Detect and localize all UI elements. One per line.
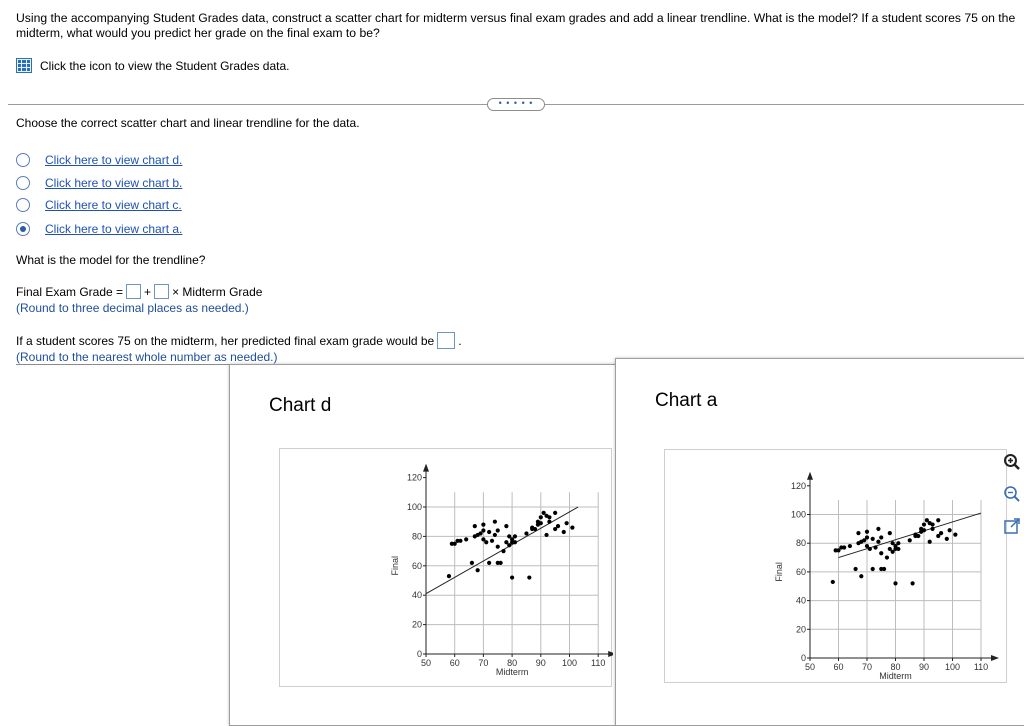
zoom-out-icon[interactable] (1003, 485, 1021, 503)
option-chart-d[interactable] (16, 153, 182, 167)
prediction-question (16, 332, 462, 349)
part2-prompt: What is the model for the trendline? (16, 253, 206, 267)
data-point (496, 545, 500, 549)
data-point (547, 520, 551, 524)
data-point (504, 524, 508, 528)
data-point (533, 527, 537, 531)
data-point (936, 518, 940, 522)
option-chart-a[interactable] (16, 222, 182, 236)
y-tick-label: 0 (800, 653, 806, 663)
prediction-input[interactable] (437, 332, 455, 349)
x-tick-label: 60 (833, 662, 844, 672)
radio-button[interactable] (16, 153, 30, 167)
prediction-period: . (458, 333, 462, 348)
option-link[interactable]: Click here to view chart b. (45, 176, 183, 190)
data-point (876, 540, 880, 544)
chart-d-title: Chart d (269, 395, 332, 416)
data-table-icon[interactable] (16, 58, 32, 73)
data-point (481, 523, 485, 527)
student-grades-data-link[interactable] (16, 58, 289, 73)
y-tick-label: 40 (411, 590, 422, 601)
data-point (487, 530, 491, 534)
slope-input[interactable] (154, 284, 169, 299)
radio-button-selected[interactable] (16, 222, 30, 236)
chart-a-window[interactable] (615, 358, 1024, 726)
data-point (879, 535, 883, 539)
rounding-hint-3dp: (Round to three decimal places as needed.) (16, 301, 249, 315)
pop-out-icon[interactable] (1003, 517, 1021, 535)
data-point (513, 540, 517, 544)
y-tick-label: 20 (795, 624, 806, 635)
x-axis-label: Midterm (879, 671, 912, 681)
data-point (916, 534, 920, 538)
data-point (464, 537, 468, 541)
data-point (501, 549, 505, 553)
data-point (896, 541, 900, 545)
y-tick-label: 60 (411, 560, 422, 571)
x-tick-label: 110 (591, 658, 606, 668)
data-point (496, 528, 500, 532)
data-point (879, 551, 883, 555)
data-point (882, 567, 886, 571)
equation-rhs: × Midterm Grade (172, 284, 263, 299)
y-axis-label: Final (390, 556, 400, 576)
radio-button[interactable] (16, 176, 30, 190)
data-point (908, 538, 912, 542)
data-point (487, 561, 491, 565)
question-text: Using the accompanying Student Grades data, construct a scatter chart for midterm versus final exam grades and add a linear trendline. What is the model? If a student scores 75 on the midterm, what would you predict her grade on the final exam to be? (16, 11, 1016, 40)
data-point (939, 531, 943, 535)
data-point (928, 540, 932, 544)
data-point (473, 524, 477, 528)
option-link[interactable]: Click here to view chart d. (45, 153, 183, 167)
y-tick-label: 120 (406, 472, 422, 483)
y-axis-arrow (807, 472, 813, 480)
data-point (493, 520, 497, 524)
data-point (948, 528, 952, 532)
data-point (493, 533, 497, 537)
data-point (896, 547, 900, 551)
data-point (490, 539, 494, 543)
y-axis-arrow (423, 464, 429, 472)
y-tick-label: 60 (795, 566, 806, 577)
x-tick-label: 100 (561, 658, 578, 668)
data-point (513, 534, 517, 538)
model-equation (16, 284, 262, 299)
data-point (930, 527, 934, 531)
data-point (539, 521, 543, 525)
data-point (953, 532, 957, 536)
y-tick-label: 0 (416, 649, 422, 659)
x-tick-label: 90 (535, 658, 546, 668)
equation-lhs: Final Exam Grade = (16, 284, 124, 299)
y-tick-label: 80 (795, 538, 806, 549)
data-point (553, 511, 557, 515)
x-tick-label: 100 (944, 662, 961, 672)
data-point (481, 528, 485, 532)
y-tick-label: 100 (790, 509, 806, 520)
data-point (911, 581, 915, 585)
y-tick-label: 20 (411, 619, 422, 630)
x-tick-label: 80 (507, 658, 518, 668)
x-tick-label: 60 (449, 658, 460, 668)
x-axis-arrow (991, 655, 999, 661)
x-axis-arrow (608, 651, 613, 657)
x-tick-label: 50 (420, 658, 432, 668)
data-point (470, 561, 474, 565)
data-point (885, 555, 889, 559)
data-point (893, 581, 897, 585)
x-tick-label: 50 (804, 662, 816, 672)
x-tick-label: 110 (973, 662, 989, 672)
prediction-prompt: If a student scores 75 on the midterm, her predicted final exam grade would be (16, 333, 435, 348)
chart-d-frame (279, 448, 612, 687)
data-point (945, 537, 949, 541)
x-tick-label: 80 (890, 662, 901, 672)
data-point (888, 531, 892, 535)
data-point (539, 515, 543, 519)
data-point (859, 574, 863, 578)
radio-button[interactable] (16, 198, 30, 212)
data-point (527, 575, 531, 579)
data-point (570, 525, 574, 529)
data-point (547, 515, 551, 519)
chart-d-svg (280, 449, 613, 688)
part1-prompt: Choose the correct scatter chart and linear trendline for the data. (16, 116, 360, 130)
data-point (856, 531, 860, 535)
data-point (873, 545, 877, 549)
data-point (922, 522, 926, 526)
data-point (499, 561, 503, 565)
data-point (447, 574, 451, 578)
y-tick-label: 80 (411, 531, 422, 542)
data-point (831, 580, 835, 584)
data-point (524, 531, 528, 535)
data-link-text: Click the icon to view the Student Grades data. (40, 58, 290, 73)
x-tick-label: 70 (861, 662, 873, 672)
intercept-input[interactable] (126, 284, 141, 299)
y-tick-label: 120 (790, 480, 806, 491)
chart-a-frame (664, 449, 1007, 683)
data-point (510, 575, 514, 579)
data-point (484, 540, 488, 544)
x-tick-label: 90 (918, 662, 930, 672)
y-tick-label: 100 (406, 502, 422, 512)
data-point (842, 545, 846, 549)
data-point (865, 535, 869, 539)
chart-a-title: Chart a (655, 390, 718, 411)
expand-button[interactable]: • • • • • (487, 98, 545, 111)
data-point (458, 539, 462, 543)
data-point (556, 524, 560, 528)
option-chart-b[interactable] (16, 176, 182, 190)
zoom-in-icon[interactable] (1003, 453, 1021, 471)
data-point (544, 533, 548, 537)
chart-a-svg (665, 450, 1008, 684)
data-point (865, 530, 869, 534)
trendline (839, 513, 982, 557)
data-point (562, 530, 566, 534)
data-point (930, 522, 934, 526)
y-axis-label: Final (774, 562, 784, 582)
data-point (871, 537, 875, 541)
data-point (848, 544, 852, 548)
chart-d-window[interactable] (229, 364, 617, 726)
x-tick-label: 70 (478, 658, 489, 668)
data-point (868, 547, 872, 551)
data-point (476, 568, 480, 572)
equation-plus: + (144, 284, 152, 299)
option-link[interactable]: Click here to view chart c. (45, 198, 182, 212)
x-axis-label: Midterm (495, 667, 529, 677)
y-tick-label: 40 (795, 595, 806, 606)
data-point (871, 567, 875, 571)
data-point (565, 521, 569, 525)
data-point (922, 528, 926, 532)
data-point (854, 567, 858, 571)
rounding-hint-whole: (Round to the nearest whole number as needed.) (16, 350, 278, 364)
data-point (876, 527, 880, 531)
option-chart-c[interactable] (16, 198, 182, 212)
option-link[interactable]: Click here to view chart a. (45, 222, 183, 236)
